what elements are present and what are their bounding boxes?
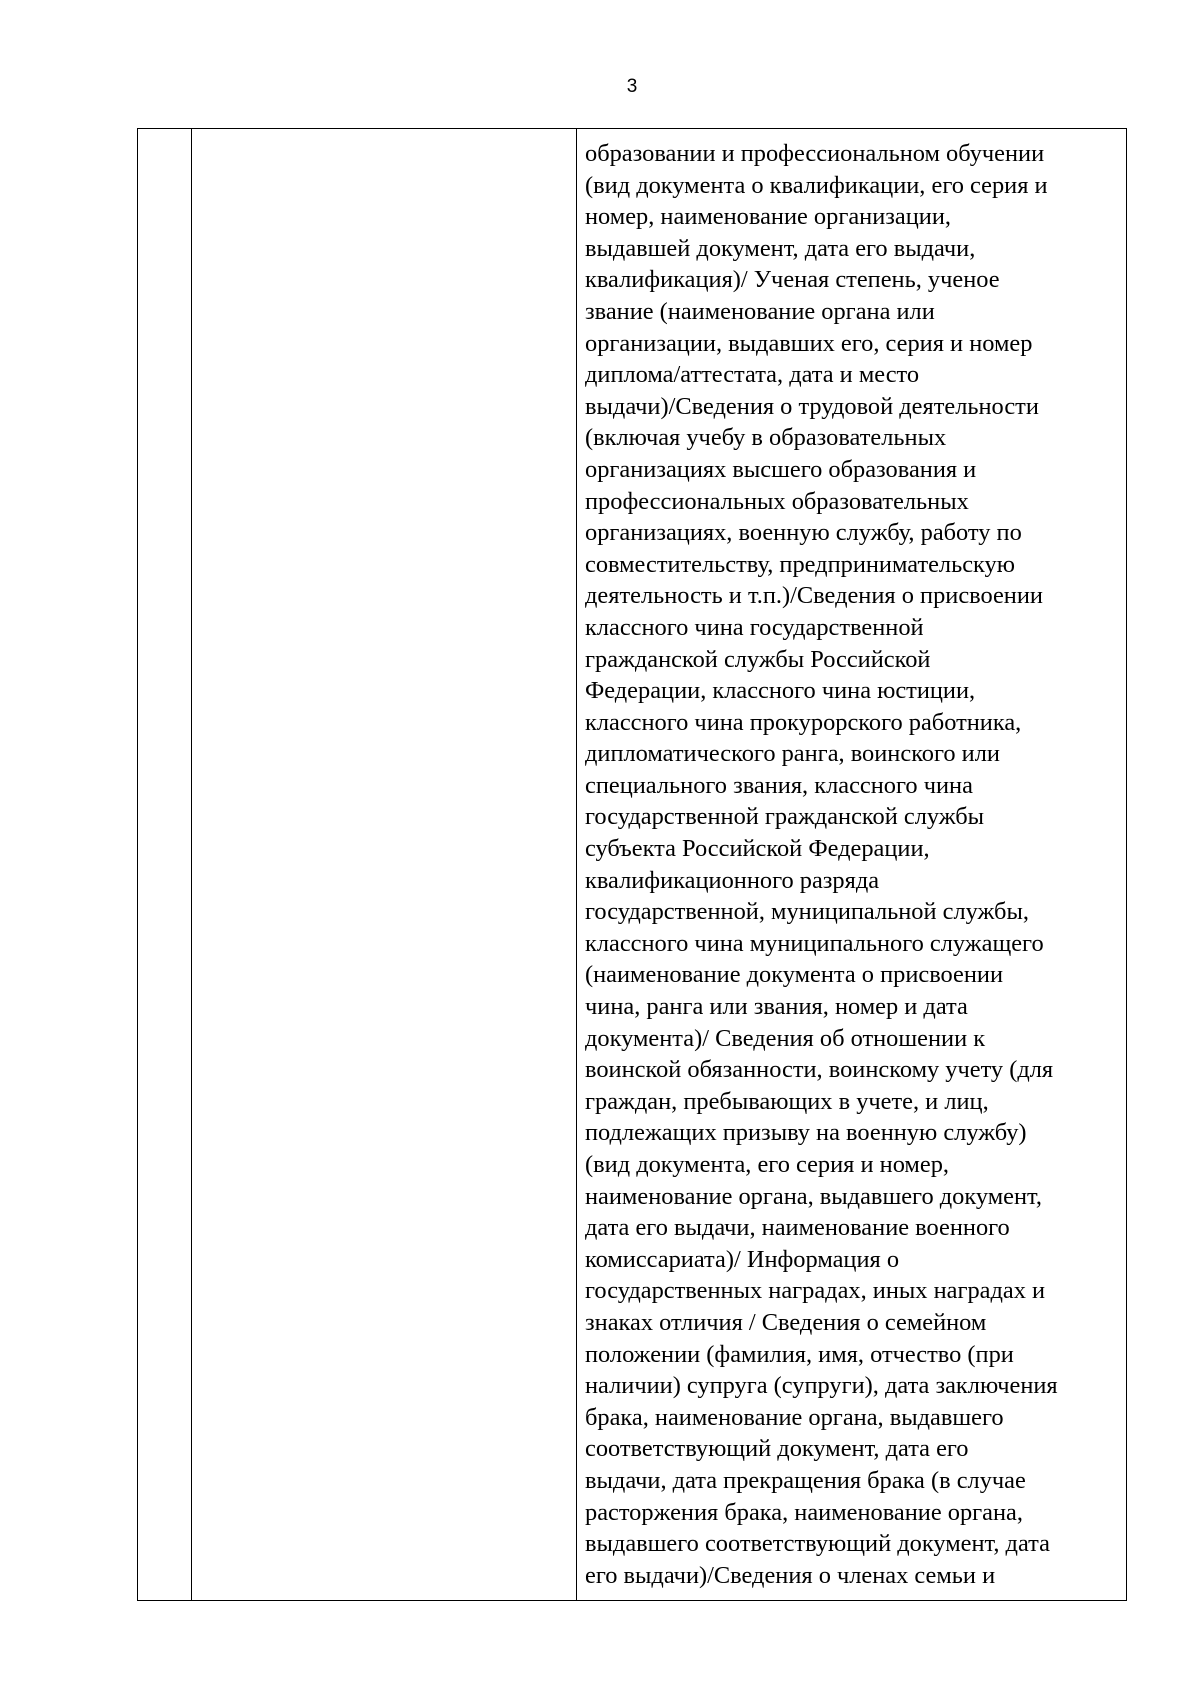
text-line: государственной, муниципальной службы, [585, 898, 1029, 926]
text-line: совместительству, предпринимательскую [585, 550, 1015, 578]
text-line: классного чина государственной [585, 613, 924, 641]
text-line: (наименование документа о присвоении [585, 961, 1004, 989]
text-line: выдавшей документ, дата его выдачи, [585, 234, 976, 262]
text-line: классного чина прокурорского работника, [585, 708, 1022, 736]
text-line: диплома/аттестата, дата и место [585, 361, 920, 389]
text-line: звание (наименование органа или [585, 297, 935, 325]
text-line: гражданской службы Российской [585, 645, 931, 673]
text-line: профессиональных образовательных [585, 487, 969, 515]
text-line: его выдачи)/Сведения о членах семьи и [585, 1561, 996, 1589]
text-line: выдачи, дата прекращения брака (в случае [585, 1466, 1026, 1494]
page-number: 3 [626, 76, 638, 97]
text-line: образовании и профессиональном обучении [585, 140, 1045, 167]
text-line: субъекта Российской Федерации, [585, 835, 930, 863]
text-line: дипломатического ранга, воинского или [585, 740, 1000, 768]
text-line: Федерации, классного чина юстиции, [585, 677, 976, 705]
text-line: квалификация)/ Ученая степень, ученое [585, 266, 1000, 294]
text-line: комиссариата)/ Информация о [585, 1245, 900, 1273]
text-line: чина, ранга или звания, номер и дата [585, 993, 968, 1021]
text-line: дата его выдачи, наименование военного [585, 1214, 1010, 1242]
text-line: (вид документа о квалификации, его серия и [585, 171, 1048, 199]
text-line: наименование органа, выдавшего документ, [585, 1182, 1042, 1210]
text-line: организациях высшего образования и [585, 455, 977, 483]
text-line: государственной гражданской службы [585, 803, 985, 831]
text-line: организации, выдавших его, серия и номер [585, 329, 1033, 357]
table-row [138, 129, 1127, 1601]
text-line: (включая учебу в образовательных [585, 424, 947, 452]
text-line: граждан, пребывающих в учете, и лиц, [585, 1087, 989, 1115]
cell-description-text [577, 129, 1126, 1591]
text-line: брака, наименование органа, выдавшего [585, 1403, 1004, 1431]
text-line: (вид документа, его серия и номер, [585, 1151, 949, 1178]
text-line: знаках отличия / Сведения о семейном [585, 1308, 987, 1336]
text-line: квалификационного разряда [585, 866, 880, 894]
text-line: выдавшего соответствующий документ, дата [585, 1530, 1050, 1558]
cell-number-text [138, 129, 191, 138]
table-cell-description [577, 129, 1127, 1601]
text-line: подлежащих призыву на военную службу) [585, 1119, 1027, 1147]
text-line: соответствующий документ, дата его [585, 1435, 969, 1463]
text-line: организациях, военную службу, работу по [585, 519, 1022, 547]
cell-name-text [192, 129, 576, 138]
text-line: номер, наименование организации, [585, 203, 951, 231]
text-line: государственных наградах, иных наградах и [585, 1277, 1046, 1305]
document-table [137, 128, 1127, 1601]
table-cell-name [192, 129, 577, 1601]
text-line: специального звания, классного чина [585, 771, 973, 799]
text-line: деятельность и т.п.)/Сведения о присвоении [585, 582, 1043, 610]
table-cell-number [138, 129, 192, 1601]
text-line: положении (фамилия, имя, отчество (при [585, 1340, 1014, 1368]
text-line: расторжения брака, наименование органа, [585, 1498, 1023, 1526]
text-line: выдачи)/Сведения о трудовой деятельности [585, 392, 1039, 420]
text-line: классного чина муниципального служащего [585, 929, 1044, 957]
text-line: воинской обязанности, воинскому учету (для [585, 1056, 1054, 1084]
text-line: наличии) супруга (супруги), дата заключения [585, 1372, 1058, 1400]
text-line: документа)/ Сведения об отношении к [585, 1024, 986, 1052]
